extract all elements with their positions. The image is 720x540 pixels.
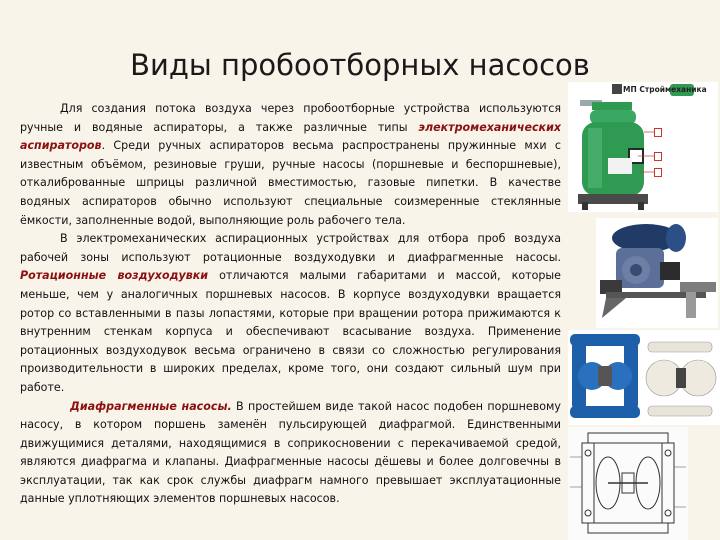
diaphragm-pumps-illustration <box>568 330 720 425</box>
highlight-diaphragm-pumps: Диафрагменные насосы. <box>70 399 232 413</box>
paragraph-1 <box>20 100 561 230</box>
image-column <box>568 82 720 540</box>
schematic-drawing <box>568 427 688 540</box>
rotary-blower-illustration <box>596 218 718 328</box>
green-aspirator-image <box>568 82 718 212</box>
highlight-rotary-blowers: Ротационные воздуходувки <box>20 269 209 283</box>
paragraph-3-text-b: В простейшем виде такой насос подобен поршневому насосу, в котором поршень заменён пульсирующей диафрагмой. Единственными движущимися деталями, находящимися в соприкосновении с перекачиваемой средой, являются диафрагма и клапаны. Диафрагменные насосы дёшевы и более долговечны в эксплуатации, так как срок службы диафрагм намного превышает эксплуатационные данные уплотняющих элементов поршневых насосов. <box>20 399 561 506</box>
highlight-electromechanical-aspirators: электромеханических аспираторов <box>20 120 561 153</box>
paragraph-2-text-a: В электромеханических аспирационных устройствах для отбора проб воздуха рабочей зоны используют ротационные воздуходувки и диафрагменные насосы. <box>20 232 561 264</box>
paragraph-2-text-b: отличаются малыми габаритами и массой, которые меньше, чем у аналогичных поршневых насосов. В корпусе воздуходувки вращается ротор со вставленными в пазы лопастями, которые при вращении ротора прижимаются к внутренним стенкам корпуса и обеспечивают всасывание воздуха. Применение ротационных воздуходувок весьма ограничено в связи со сложностью регулирования производительности в широких пределах, кроме того, они создают сильный шум при работе. <box>20 269 561 394</box>
callout-label-2 <box>654 152 662 161</box>
body-text <box>20 100 561 509</box>
callout-label-3 <box>654 168 662 177</box>
green-aspirator-illustration <box>568 82 718 212</box>
callout-label-1 <box>654 128 662 137</box>
paragraph-3 <box>20 398 561 510</box>
paragraph-2 <box>20 230 561 397</box>
diaphragm-pumps-image <box>568 330 720 425</box>
diaphragm-pump-schematic <box>568 427 688 540</box>
manufacturer-logo: МП Строймеханика <box>623 85 707 94</box>
paragraph-1-text-a: Для создания потока воздуха через пробоотборные устройства используются ручные и водяные аспираторы, а также различные типы <box>20 102 561 134</box>
rotary-blower-image <box>596 218 718 328</box>
page-title: Виды пробоотборных насосов <box>130 48 590 82</box>
paragraph-1-text-b: . Среди ручных аспираторов весьма распространены пружинные мхи с известным объёмом, резиновые груши, ручные насосы (поршневые и беспоршневые), откалиброванные шприцы различной вместимостью, газовые пипетки. В качестве водяных аспираторов обычно используют специальные соизмеренные стеклянные ёмкости, заполненные водой, выполняющие роль рабочего тела. <box>20 139 561 227</box>
